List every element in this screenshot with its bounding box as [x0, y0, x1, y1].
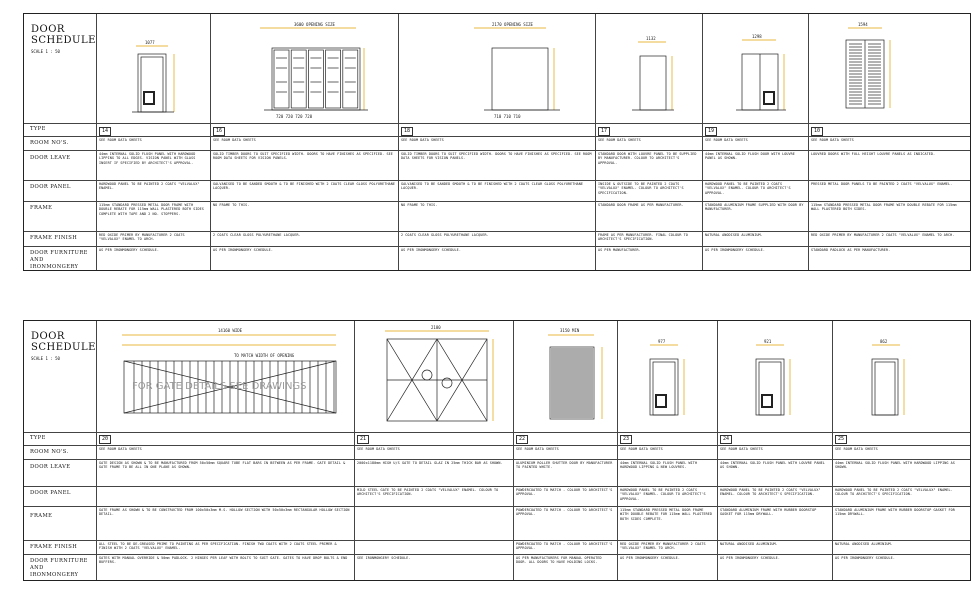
cell-frame-finish [357, 542, 510, 553]
cell-frame: STANDARD ALUMINIUM FRAME SUPPLIED WITH DOOR BY MANUFACTURER. [705, 203, 804, 212]
type-20: 20 [99, 435, 111, 444]
type-23: 23 [620, 435, 632, 444]
row-label-type: TYPE [30, 126, 46, 132]
door-elevation-18 [424, 22, 564, 122]
cell-room-nos: SEE ROOM DATA SHEETS [620, 447, 663, 451]
cell-door-panel: HARDWOOD PANEL TO BE PAINTED 2 COATS "VELVALUX" ENAMEL. COLOUR TO ARCHITECT'S SPECIFICATION. [835, 488, 953, 497]
door-elevation-23 [636, 339, 706, 427]
row-divider [24, 554, 970, 555]
cell-frame-finish: NATURAL ANODISED ALUMINIUM. [705, 233, 763, 237]
cell-furniture: AS PER IRONMONGERY SCHEDULE. [401, 248, 461, 252]
row-divider [24, 459, 970, 460]
schedule-title [31, 331, 96, 364]
title-line-1: DOOR [31, 331, 65, 342]
cell-door-panel: POWDERCOATED TO MATCH - COLOUR TO ARCHITECT'S APPROVAL. [516, 488, 613, 497]
row-divider [24, 231, 970, 232]
door-schedule-sheet-2 [23, 320, 971, 581]
cell-furniture: AS PER IRONMONGERY SCHEDULE. [705, 248, 765, 252]
schedule-title [31, 24, 96, 57]
cell-room-nos: SEE ROOM DATA SHEETS [213, 138, 256, 142]
cell-room-nos: SEE ROOM DATA SHEETS [357, 447, 400, 451]
cell-frame: NO FRAME TO THIS. [213, 203, 250, 207]
svg-text:1594: 1594 [858, 22, 868, 27]
door-elevation-14 [126, 40, 186, 120]
cell-door-panel: HARDWOOD PANEL TO BE PAINTED 2 COATS "VELVALUX" ENAMEL. [99, 182, 200, 191]
svg-text:2180: 2180 [431, 325, 441, 330]
svg-text:1298: 1298 [752, 34, 762, 39]
cell-frame: POWDERCOATED TO MATCH - COLOUR TO ARCHITECT'S APPROVAL. [516, 508, 613, 517]
cell-door-panel: INSIDE & OUTSIDE TO BE PAINTED 2 COATS "VELVALUX" ENAMEL. COLOUR TO ARCHITECT'S SPECIFICATION. [598, 182, 684, 195]
scale-label: SCALE 1 : 50 [31, 356, 60, 361]
cell-frame-finish: FRAME AS PER MANUFACTURER. FINAL COLOUR TO ARCHITECT'S SPECIFICATION. [598, 233, 688, 242]
cell-door-leave: 44mm INTERNAL SOLID FLUSH PANEL WITH LOUVRE PANEL AS SHOWN. [720, 461, 825, 470]
cell-frame-finish: RED OXIDE PRIMER BY MANUFACTURER 2 COATS "VELVALUX" ENAMEL TO ARCH. [811, 233, 955, 237]
svg-text:862: 862 [880, 339, 888, 344]
gate-elevation-20 [114, 327, 344, 427]
svg-text:1077: 1077 [145, 40, 155, 45]
type-21: 21 [357, 435, 369, 444]
title-line-2: SCHEDULE [31, 35, 96, 46]
cell-room-nos: SEE ROOM DATA SHEETS [516, 447, 559, 451]
cell-door-leave: ALUMINIUM ROLLER SHUTTER DOOR BY MANUFACTURER TO PAINTED WHITE. [516, 461, 613, 470]
cell-door-leave: SOLID TIMBER DOORS TO SUIT SPECIFIED WIDTH. DOORS TO HAVE FINISHES AS SPECIFIED. SEE ROOM DATA SHEETS FOR VISION PANELS. [401, 152, 592, 161]
row-label-furniture: DOOR FURNITURE AND IRONMONGERY [30, 558, 88, 578]
type-24: 24 [720, 435, 732, 444]
row-divider [24, 123, 970, 124]
gate-note-2: TO MATCH WIDTH OF OPENING [234, 353, 295, 358]
type-17: 17 [598, 127, 610, 136]
cell-door-panel: HARDWOOD PANEL TO BE PAINTED 2 COATS "VELVALUX" ENAMEL. COLOUR TO ARCHITECT'S APPROVAL. [705, 182, 791, 195]
row-label-type: TYPE [30, 435, 46, 441]
row-label-panel: DOOR PANEL [30, 184, 71, 190]
cell-frame-finish: NATURAL ANODISED ALUMINIUM. [720, 542, 778, 546]
cell-frame-finish: RED OXIDE PRIMER BY MANUFACTURER 2 COATS "VELVALUX" ENAMEL TO ARCH. [620, 542, 706, 551]
type-22: 22 [516, 435, 528, 444]
cell-furniture: STANDARD PADLOCK AS PER MANUFACTURER. [811, 248, 891, 252]
title-line-1: DOOR [31, 24, 65, 35]
row-divider [24, 445, 970, 446]
cell-furniture: AS PER IRONMONGERY SCHEDULE. [835, 556, 895, 560]
door-elevation-24 [742, 339, 812, 427]
type-25: 25 [835, 435, 847, 444]
svg-text:720 720 720 720: 720 720 720 720 [276, 114, 313, 119]
row-label-leave: DOOR LEAVE [30, 155, 71, 161]
cell-frame: 115mm STANDARD PRESSED METAL DOOR FRAME WITH DOUBLE REBATE FOR 115mm WALL PLASTERED BOTH SIDES COMPLETE. [620, 508, 713, 521]
row-label-frame-finish: FRAME FINISH [30, 235, 78, 241]
cell-room-nos: SEE ROOM DATA SHEETS [835, 447, 878, 451]
cell-frame: NO FRAME TO THIS. [401, 203, 438, 207]
cell-frame: 115mm STANDARD PRESSED METAL DOOR FRAME WITH DOUBLE REBATE FOR 115mm WALL PLASTERED BOTH SIDES. [811, 203, 957, 212]
cell-furniture: AS PER IRONMONGERY SCHEDULE. [213, 248, 273, 252]
cell-room-nos: SEE ROOM DATA SHEETS [99, 138, 142, 142]
row-label-frame: FRAME [30, 513, 53, 519]
cell-frame: STANDARD ALUMINIUM FRAME WITH RUBBER DOORSTOP GASKET FOR 115mm DRYWALL. [835, 508, 955, 517]
row-divider [24, 201, 970, 202]
row-divider [24, 150, 970, 151]
door-elevation-10 [834, 22, 904, 122]
cell-frame-finish: 2 COATS CLEAR GLOSS POLYURETHANE LACQUER. [401, 233, 489, 237]
row-label-panel: DOOR PANEL [30, 490, 71, 496]
cell-frame-finish: 2 COATS CLEAR GLOSS POLYURETHANE LACQUER. [213, 233, 301, 237]
roller-shutter-22 [534, 327, 624, 427]
cell-frame: GATE FRAME AS SHOWN & TO BE CONSTRUCTED FROM 100x50x3mm M.S. HOLLOW SECTION WITH 50x50x3mm RECTANGULAR HOLLOW SECTION DETAIL. [99, 508, 350, 517]
col-divider [717, 321, 718, 580]
row-divider [24, 136, 970, 137]
cell-door-leave: 44mm INTERNAL SOLID FLUSH PANEL WITH HARDWOOD LIPPING AS SHOWN. [835, 461, 955, 470]
cell-frame-finish: NATURAL ANODISED ALUMINIUM. [835, 542, 893, 546]
title-line-2: SCHEDULE [31, 342, 96, 353]
col-divider [832, 321, 833, 580]
type-10: 10 [811, 127, 823, 136]
cell-furniture: AS PER IRONMONGERY SCHEDULE. [720, 556, 780, 560]
cell-furniture: AS PER MANUFACTURERS FOR MANUAL OPERATED DOOR. ALL DOORS TO HAVE HOLDING LOCKS. [516, 556, 602, 565]
cell-door-leave: 2000x1180mm HIGH U/S GATE TO DETAIL GLAZ IN 25mm THICK BAR AS SHOWN. [357, 461, 503, 465]
scale-label: SCALE 1 : 50 [31, 49, 60, 54]
row-label-frame-finish: FRAME FINISH [30, 544, 78, 550]
col-divider [96, 321, 97, 580]
row-divider [24, 432, 970, 433]
svg-text:3150 MIN: 3150 MIN [560, 328, 580, 333]
svg-text:710 710 710: 710 710 710 [494, 114, 521, 119]
cell-room-nos: SEE ROOM DATA SHEETS [720, 447, 763, 451]
cell-room-nos: SEE ROOM DATA SHEETS [811, 138, 854, 142]
row-divider [24, 180, 970, 181]
cell-frame-finish: RED OXIDE PRIMER BY MANUFACTURER 2 COATS "VELVALUX" ENAMEL TO ARCH. [99, 233, 185, 242]
door-schedule-sheet-1 [23, 13, 971, 271]
door-elevation-19 [728, 34, 798, 119]
door-elevation-17 [620, 36, 690, 121]
type-16: 16 [213, 127, 225, 136]
door-elevation-16 [236, 22, 376, 122]
svg-text:1132: 1132 [646, 36, 656, 41]
cell-frame: STANDARD ALUMINIUM FRAME WITH RUBBER DOORSTOP GASKET FOR 115mm DRYWALL. [720, 508, 817, 517]
cell-room-nos: SEE ROOM DATA SHEETS [598, 138, 641, 142]
row-divider [24, 540, 970, 541]
cell-door-leave: GATE DESIGN AS SHOWN & TO BE MANUFACTURED FROM 50x50mm SQUARE TUBE FLAT BARS IN BETWEEN AS PER FRAME. GATE DETAIL & GATE FRAME TO BE ALL IN ONE PLANE AS SHOWN. [99, 461, 346, 470]
svg-text:977: 977 [658, 339, 666, 344]
cell-door-panel: GALVANISED TO BE SANDED SMOOTH & TO BE FINISHED WITH 2 COATS CLEAR GLOSS POLYURETHANE LACQUER. [213, 182, 395, 191]
row-divider [24, 506, 970, 507]
svg-text:921: 921 [764, 339, 772, 344]
cell-door-leave: SOLID TIMBER DOORS TO SUIT SPECIFIED WIDTH. DOORS TO HAVE FINISHES AS SPECIFIED. SEE ROOM DATA SHEETS FOR VISION PANELS. [213, 152, 393, 161]
type-18: 18 [401, 127, 413, 136]
row-divider [24, 486, 970, 487]
cell-door-panel: HARDWOOD PANEL TO BE PAINTED 2 COATS "VELVALUX" ENAMEL. COLOUR TO ARCHITECT'S APPROVAL. [620, 488, 706, 501]
cell-frame-finish: ALL STEEL TO BE DE-GREASED PRIME TO PAINTING AS PER SPECIFICATION. FINISH TWO COATS WITH 2 COATS STEEL PRIMER & FINISH WITH 2 COATS "VELVALUX" ENAMEL. [99, 542, 337, 551]
gate-elevation-21 [369, 325, 509, 430]
type-19: 19 [705, 127, 717, 136]
row-label-frame: FRAME [30, 205, 53, 211]
gate-note: FOR GATE DETAILS SEE DRAWINGS [132, 381, 307, 392]
cell-room-nos: SEE ROOM DATA SHEETS [705, 138, 748, 142]
cell-frame-finish: POWDERCOATED TO MATCH - COLOUR TO ARCHITECT'S APPROVAL. [516, 542, 613, 551]
cell-furniture: AS PER IRONMONGERY SCHEDULE. [99, 248, 159, 252]
cell-door-leave: 44mm INTERNAL SOLID FLUSH PANEL WITH HARDWOOD LIPPING & NEW LOUVRES. [620, 461, 698, 470]
cell-door-leave: LOUVRED DOORS WITH FULL HEIGHT LOUVRE PANELS AS INDICATED. [811, 152, 936, 156]
cell-furniture: AS PER MANUFACTURER. [598, 248, 641, 252]
cell-door-leave: 44mm INTERNAL SOLID FLUSH PANEL WITH HARDWOOD LIPPING TO ALL EDGES. VISION PANEL WITH GLASS INSERT IF SPECIFIED BY ARCHITECT'S APPROVAL. [99, 152, 196, 165]
cell-furniture: SEE IRONMONGERY SCHEDULE. [357, 556, 411, 560]
cell-door-panel: GALVANISED TO BE SANDED SMOOTH & TO BE FINISHED WITH 2 COATS CLEAR GLOSS POLYURETHANE LACQUER. [401, 182, 584, 191]
col-divider [513, 321, 514, 580]
cell-door-leave: STANDARD DOOR WITH LOUVRE PANEL TO BE SUPPLIED BY MANUFACTURER. COLOUR TO ARCHITECT'S APPROVAL. [598, 152, 697, 165]
cell-frame [357, 508, 510, 539]
cell-room-nos: SEE ROOM DATA SHEETS [99, 447, 142, 451]
col-divider [354, 321, 355, 580]
svg-text:14160 WIDE: 14160 WIDE [218, 328, 243, 333]
cell-door-panel: HARDWOOD PANEL TO BE PAINTED 2 COATS "VELVALUX" ENAMEL. COLOUR TO ARCHITECT'S SPECIFICATION. [720, 488, 821, 497]
door-elevation-25 [858, 339, 928, 427]
cell-furniture: GATES WITH MANUAL OVERRIDE & 50mm PADLOCK. 2 HINGES PER LEAF WITH BOLTS TO SUIT GATE. GATES TO HAVE DROP BOLTS & END BUFFERS. [99, 556, 348, 565]
row-label-furniture: DOOR FURNITURE AND IRONMONGERY [30, 250, 88, 270]
cell-door-panel: PRESSED METAL DOOR PANELS TO BE PAINTED 2 COATS "VELVALUX" ENAMEL. [811, 182, 953, 186]
row-label-room: ROOM NO'S. [30, 140, 69, 146]
cell-frame: STANDARD DOOR FRAME AS PER MANUFACTURER. [598, 203, 684, 207]
row-divider [24, 246, 970, 247]
cell-door-leave: 44mm INTERNAL SOLID FLUSH DOOR WITH LOUVRE PANEL AS SHOWN. [705, 152, 795, 161]
cell-room-nos: SEE ROOM DATA SHEETS [401, 138, 444, 142]
cell-frame: 115mm STANDARD PRESSED METAL DOOR FRAME WITH DOUBLE REBATE FOR 115mm WALL PLASTERED BOTH SIDES COMPLETE WITH TAPE AND 2 NO. STOPPERS. [99, 203, 204, 216]
type-14: 14 [99, 127, 111, 136]
row-label-leave: DOOR LEAVE [30, 464, 71, 470]
cell-furniture: AS PER IRONMONGERY SCHEDULE. [620, 556, 680, 560]
svg-text:3600 OPENING SIZE: 3600 OPENING SIZE [294, 22, 335, 27]
row-label-room: ROOM NO'S. [30, 449, 69, 455]
cell-door-panel: MILD STEEL GATE TO BE PAINTED 2 COATS "VELVALUX" ENAMEL. COLOUR TO ARCHITECT'S SPECIFICATION. [357, 488, 499, 497]
cell-door-panel [99, 488, 351, 505]
svg-text:2170 OPENING SIZE: 2170 OPENING SIZE [492, 22, 533, 27]
